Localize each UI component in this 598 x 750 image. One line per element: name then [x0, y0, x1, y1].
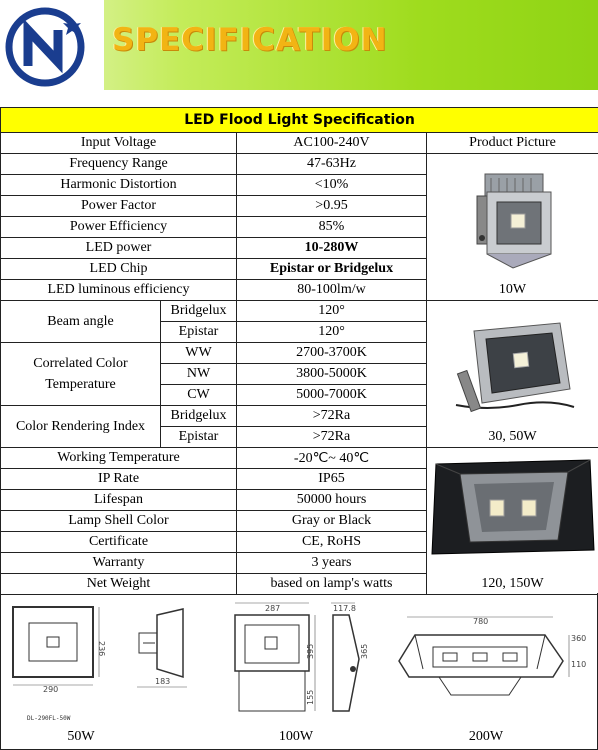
row-label: IP Rate	[1, 469, 237, 490]
row-value: 80-100lm/w	[237, 280, 427, 301]
drawing-200w	[393, 611, 593, 707]
header-title: SPECIFICATION	[112, 22, 388, 58]
floodlight-30-50w-photo	[448, 319, 578, 429]
row-value: >0.95	[237, 196, 427, 217]
row-value: CE, RoHS	[237, 532, 427, 553]
row-value: <10%	[237, 175, 427, 196]
floodlight-120-150w-photo	[430, 450, 596, 576]
dim-label: 110	[571, 660, 587, 669]
product-picture-header: Product Picture	[427, 133, 598, 154]
row-label: LED Chip	[1, 259, 237, 280]
row-label: Harmonic Distortion	[1, 175, 237, 196]
row-value: 50000 hours	[237, 490, 427, 511]
row-value: AC100-240V	[237, 133, 427, 154]
picture-caption: 30, 50W	[488, 429, 537, 444]
model-label: DL-290FL-50W	[27, 715, 71, 722]
dim-label: 365	[360, 643, 369, 659]
cri-label: Color Rendering Index	[1, 406, 161, 448]
dim-label: 287	[265, 604, 281, 613]
row-label: LED power	[1, 238, 237, 259]
row-value: 120°	[237, 322, 427, 343]
floodlight-10w-photo	[463, 168, 563, 282]
table-row	[1, 154, 598, 175]
row-value: 10-280W	[237, 238, 427, 259]
row-value: >72Ra	[237, 427, 427, 448]
sub-label: Epistar	[161, 322, 237, 343]
row-label: Power Efficiency	[1, 217, 237, 238]
row-value: 5000-7000K	[237, 385, 427, 406]
dim-label: 780	[473, 617, 489, 626]
row-value: 2700-3700K	[237, 343, 427, 364]
row-label: Frequency Range	[1, 154, 237, 175]
product-picture-30-50w	[427, 301, 598, 448]
product-picture-10w	[427, 154, 598, 301]
company-logo	[0, 0, 104, 90]
drawing-caption: 100W	[278, 729, 314, 744]
row-value: 120°	[237, 301, 427, 322]
drawing-caption: 200W	[468, 729, 504, 744]
row-value: 85%	[237, 217, 427, 238]
sub-label: Epistar	[161, 427, 237, 448]
row-value: IP65	[237, 469, 427, 490]
beam-angle-label: Beam angle	[1, 301, 161, 343]
sub-label: WW	[161, 343, 237, 364]
dim-label: 236	[97, 641, 106, 657]
row-label: Power Factor	[1, 196, 237, 217]
drawing-100w	[227, 599, 377, 721]
row-value: Gray or Black	[237, 511, 427, 532]
table-row	[1, 301, 598, 322]
table-row	[1, 133, 598, 154]
sub-label: Bridgelux	[161, 406, 237, 427]
dim-label: 395	[306, 643, 315, 659]
dim-label: 290	[43, 685, 59, 693]
sub-label: NW	[161, 364, 237, 385]
row-value: -20℃~ 40℃	[237, 448, 427, 469]
table-row	[1, 448, 598, 469]
picture-caption: 120, 150W	[481, 576, 544, 591]
drawing-50w-side	[133, 607, 197, 693]
drawing-50w-front	[9, 603, 111, 693]
row-label: Working Temperature	[1, 448, 237, 469]
technical-drawings	[0, 593, 598, 750]
row-value: 3800-5000K	[237, 364, 427, 385]
cct-label: Correlated Color Temperature	[1, 343, 161, 406]
row-label: Input Voltage	[1, 133, 237, 154]
row-value: Epistar or Bridgelux	[237, 259, 427, 280]
row-label: Lamp Shell Color	[1, 511, 237, 532]
sub-label: Bridgelux	[161, 301, 237, 322]
row-label: Warranty	[1, 553, 237, 574]
sub-label: CW	[161, 385, 237, 406]
product-picture-120-150w	[427, 448, 598, 595]
dim-label: 117.8	[333, 604, 356, 613]
header-banner	[0, 0, 598, 90]
row-value: 47-63Hz	[237, 154, 427, 175]
row-label: Certificate	[1, 532, 237, 553]
row-value: based on lamp's watts	[237, 574, 427, 595]
table-title: LED Flood Light Specification	[1, 108, 598, 133]
row-label: Lifespan	[1, 490, 237, 511]
logo-icon	[0, 0, 104, 90]
dim-label: 183	[155, 677, 171, 686]
dim-label: 155	[306, 689, 315, 705]
dim-label: 360	[571, 634, 587, 643]
row-label: LED luminous efficiency	[1, 280, 237, 301]
picture-caption: 10W	[498, 282, 527, 297]
row-value: >72Ra	[237, 406, 427, 427]
drawing-caption: 50W	[67, 729, 95, 744]
spec-table	[0, 107, 598, 595]
row-value: 3 years	[237, 553, 427, 574]
row-label: Net Weight	[1, 574, 237, 595]
